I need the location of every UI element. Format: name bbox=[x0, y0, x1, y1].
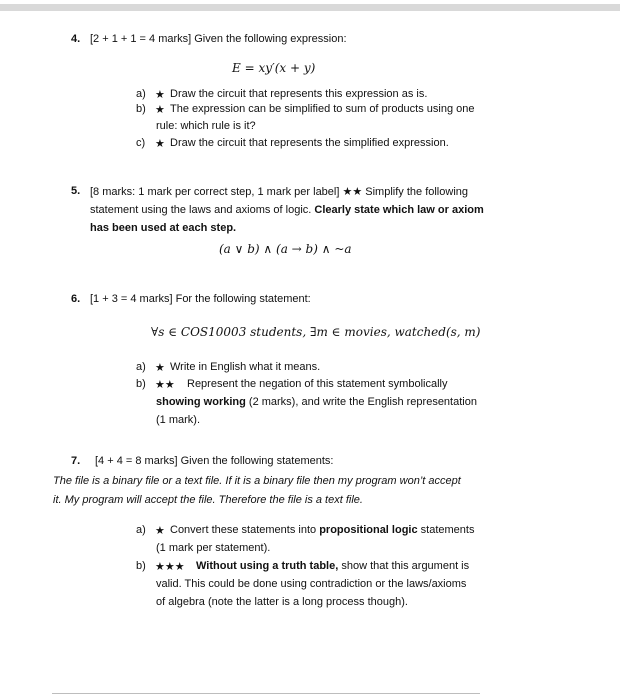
q5-line-3: has been used at each step. bbox=[90, 222, 237, 234]
star-icon: ★★ bbox=[155, 379, 175, 391]
item-text-cont: (1 mark per statement). bbox=[156, 542, 271, 554]
q5-marks-text: [8 marks: 1 mark per correct step, 1 mark per label] bbox=[90, 186, 340, 198]
q5-line-2-bold: Clearly state which law or axiom bbox=[314, 204, 484, 216]
item-text: Draw the circuit that represents this expression as is. bbox=[170, 88, 428, 100]
item-text bbox=[196, 560, 469, 572]
item-text-bold: showing working bbox=[156, 396, 246, 408]
item-text-cont: valid. This could be done using contradiction or the laws/axioms bbox=[156, 578, 467, 590]
item-label: a) bbox=[136, 361, 146, 373]
star-icon: ★ bbox=[155, 138, 165, 150]
item-text bbox=[170, 524, 474, 536]
item-text: Represent the negation of this statement symbolically bbox=[187, 378, 448, 390]
star-icon: ★ bbox=[155, 104, 165, 116]
item-text: Write in English what it means. bbox=[170, 361, 321, 373]
q6-header: [1 + 3 = 4 marks] For the following statement: bbox=[90, 293, 311, 305]
q6-equation: ∀s ∈ COS10003 students, ∃m ∈ movies, watched(s, m) bbox=[151, 325, 481, 339]
q5-instruction: Simplify the following bbox=[365, 186, 468, 198]
item-text-cont bbox=[156, 396, 477, 408]
item-label: b) bbox=[136, 103, 146, 115]
item-text: The expression can be simplified to sum of products using one bbox=[170, 103, 475, 115]
q5-line-2 bbox=[90, 204, 484, 216]
item-label: c) bbox=[136, 137, 146, 149]
q5-equation: (a ∨ b) ∧ (a → b) ∧ ~a bbox=[219, 242, 352, 256]
item-text-bold: Without using a truth table, bbox=[196, 560, 339, 572]
q7-number: 7. bbox=[71, 455, 81, 467]
item-text-rest: (2 marks), and write the English representation bbox=[248, 396, 477, 408]
item-text-bold: propositional logic bbox=[319, 524, 418, 536]
item-text-post: statements bbox=[420, 524, 475, 536]
star-icon: ★ bbox=[155, 525, 165, 537]
item-text-cont: rule: which rule is it? bbox=[156, 120, 256, 132]
star-icon: ★ bbox=[155, 362, 165, 374]
q6-number: 6. bbox=[71, 293, 81, 305]
item-label: b) bbox=[136, 378, 146, 390]
q5-number: 5. bbox=[71, 185, 81, 197]
star-icon: ★ bbox=[155, 89, 165, 101]
item-label: b) bbox=[136, 560, 146, 572]
item-label: a) bbox=[136, 524, 146, 536]
item-text-cont-2: (1 mark). bbox=[156, 414, 200, 426]
item-text-rest: show that this argument is bbox=[341, 560, 470, 572]
q4-header: [2 + 1 + 1 = 4 marks] Given the following expression: bbox=[90, 33, 347, 45]
q5-line-1 bbox=[90, 185, 468, 198]
q4-equation: E = xy′(x + y) bbox=[232, 61, 316, 75]
item-text-cont-2: of algebra (note the latter is a long process though). bbox=[156, 596, 408, 608]
q7-statement-line-2: it. My program will accept the file. Therefore the file is a text file. bbox=[53, 494, 363, 506]
bottom-divider bbox=[52, 693, 480, 694]
q7-header: [4 + 4 = 8 marks] Given the following statements: bbox=[95, 455, 334, 467]
item-text-pre: Convert these statements into bbox=[170, 524, 317, 536]
q5-line-2-text: statement using the laws and axioms of logic. bbox=[90, 204, 312, 216]
q4-number: 4. bbox=[71, 33, 81, 45]
item-label: a) bbox=[136, 88, 146, 100]
q7-statement-line-1: The file is a binary file or a text file. If it is a binary file then my program won’t accept bbox=[53, 475, 461, 487]
star-icon: ★★★ bbox=[155, 561, 185, 573]
top-divider bbox=[0, 4, 620, 11]
item-text: Draw the circuit that represents the simplified expression. bbox=[170, 137, 449, 149]
star-icon: ★★ bbox=[342, 186, 363, 198]
